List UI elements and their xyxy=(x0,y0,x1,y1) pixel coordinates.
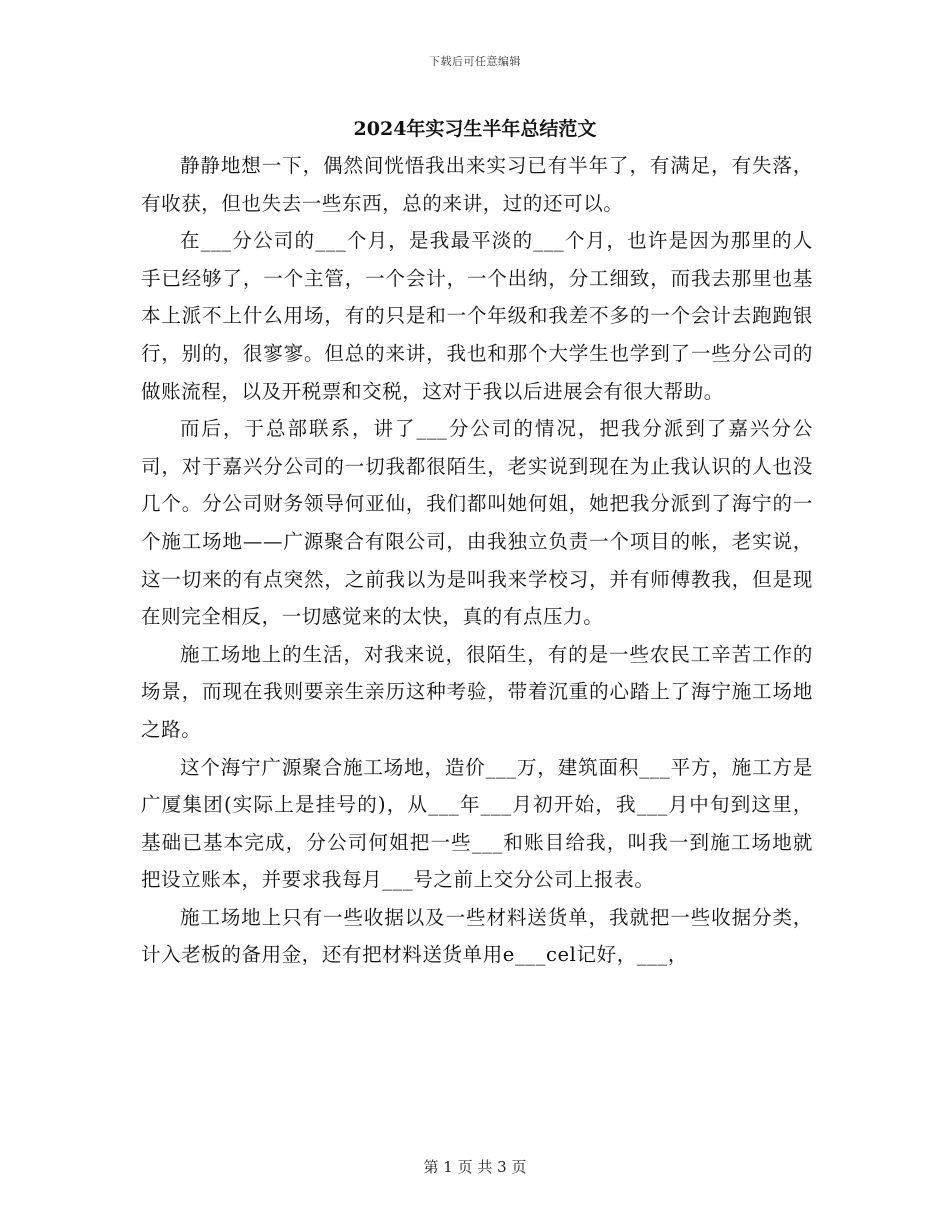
paragraph: 这个海宁广源聚合施工场地，造价___万，建筑面积___平方，施工方是广厦集团(实际上是挂号的)，从___年___月初开始，我___月中旬到这里，基础已基本完成，分公司何姐把一些___和账目给我，叫我一到施工场地就把设立账本，并要求我每月___号之前上交分公司上报表。 xyxy=(141,755,813,892)
document-title: 2024年实习生半年总结范文 xyxy=(353,118,597,140)
document-body xyxy=(141,147,813,974)
paragraph: 在___分公司的___个月，是我最平淡的___个月，也许是因为那里的人手已经够了，一个主管，一个会计，一个出纳，分工细致，而我去那里也基本上派不上什么用场，有的只是和一个年级和我差不多的一个会计去跑跑银行，别的，很寥寥。但总的来讲，我也和那个大学生也学到了一些分公司的做账流程，以及开税票和交税，这对于我以后进展会有很大帮助。 xyxy=(141,229,813,403)
paragraph: 静静地想一下，偶然间恍悟我出来实习已有半年了，有满足，有失落，有收获，但也失去一些东西，总的来讲，过的还可以。 xyxy=(141,154,813,215)
page-number-footer: 第 1 页 共 3 页 xyxy=(423,1158,527,1176)
paragraph: 施工场地上只有一些收据以及一些材料送货单，我就把一些收据分类，计入老板的备用金，还有把材料送货单用e___cel记好，___， xyxy=(141,905,813,967)
paragraph: 而后，于总部联系，讲了___分公司的情况，把我分派到了嘉兴分公司，对于嘉兴分公司的一切我都很陌生，老实说到现在为止我认识的人也没几个。分公司财务领导何亚仙，我们都叫她何姐，她把我分派到了海宁的一个施工场地——广源聚合有限公司，由我独立负责一个项目的帐，老实说，这一切来的有点突然，之前我以为是叫我来学校习，并有师傅教我，但是现在则完全相反，一切感觉来的太快，真的有点压力。 xyxy=(141,417,813,629)
header-note: 下载后可任意编辑 xyxy=(429,55,521,68)
paragraph: 施工场地上的生活，对我来说，很陌生，有的是一些农民工辛苦工作的场景，而现在我则要亲生亲历这种考验，带着沉重的心踏上了海宁施工场地之路。 xyxy=(141,642,813,741)
